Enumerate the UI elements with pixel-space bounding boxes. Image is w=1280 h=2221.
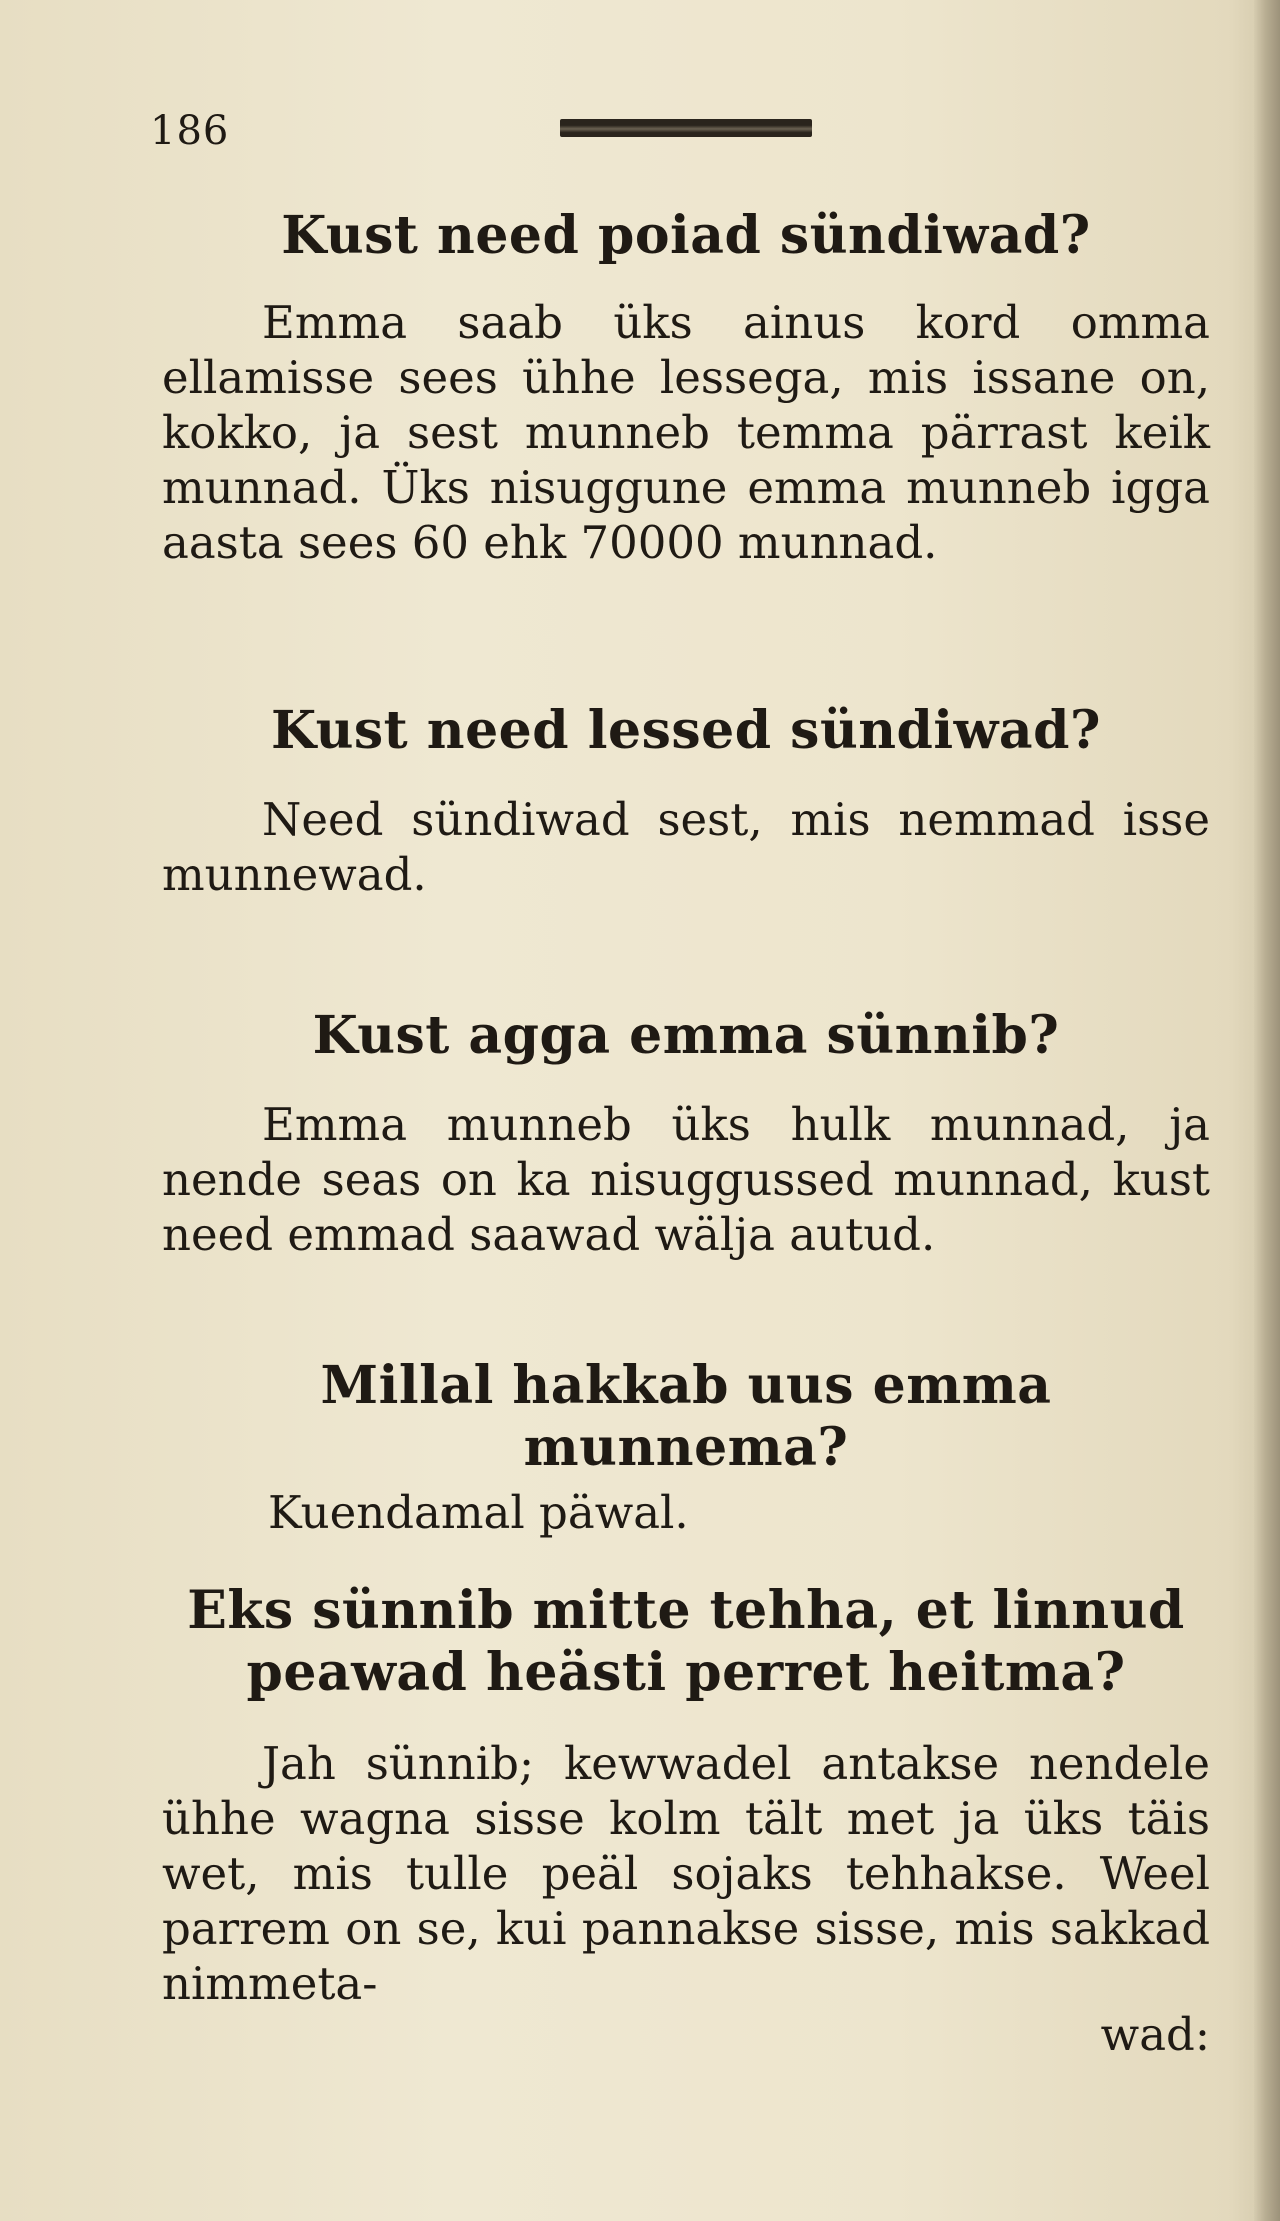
question-1: Kust need poiad sündiwad? — [281, 205, 1091, 266]
answer-5: Jah sünnib; kewwadel antakse nendele ühhe wagna sisse kolm tält met ja üks täis wet, mis tulle peäl sojaks tehhakse. Weel parrem on se, kui pannakse sisse, mis sakkad nimmeta- — [162, 1737, 1210, 2010]
section-2 — [162, 700, 1210, 902]
answer-4: Kuendamal päwal. — [268, 1486, 689, 1539]
page-edge-shadow — [1254, 0, 1280, 2221]
question-4: Millal hakkab uus emma munnema? — [320, 1355, 1052, 1478]
header-ornament — [560, 119, 812, 137]
section-1 — [162, 205, 1210, 570]
catchword: wad: — [1100, 2008, 1210, 2061]
section-4 — [162, 1355, 1210, 1540]
question-3: Kust agga emma sünnib? — [312, 1005, 1060, 1066]
answer-1: Emma saab üks ainus kord omma ellamisse sees ühhe lessega, mis issane on, kokko, ja sest munneb temma pärrast keik munnad. Üks nisuggune emma munneb igga aasta sees 60 ehk 70000 munnad. — [162, 296, 1210, 569]
answer-2: Need sündiwad sest, mis nemmad isse munnewad. — [162, 793, 1210, 901]
page-number: 186 — [150, 108, 230, 154]
section-3 — [162, 1005, 1210, 1262]
section-5 — [162, 1580, 1210, 2011]
answer-3: Emma munneb üks hulk munnad, ja nende seas on ka nisuggussed munnad, kust need emmad saawad wälja autud. — [162, 1098, 1210, 1261]
question-2: Kust need lessed sündiwad? — [271, 700, 1101, 761]
question-5: Eks sünnib mitte tehha, et linnud peawad heästi perret heitma? — [187, 1580, 1185, 1703]
